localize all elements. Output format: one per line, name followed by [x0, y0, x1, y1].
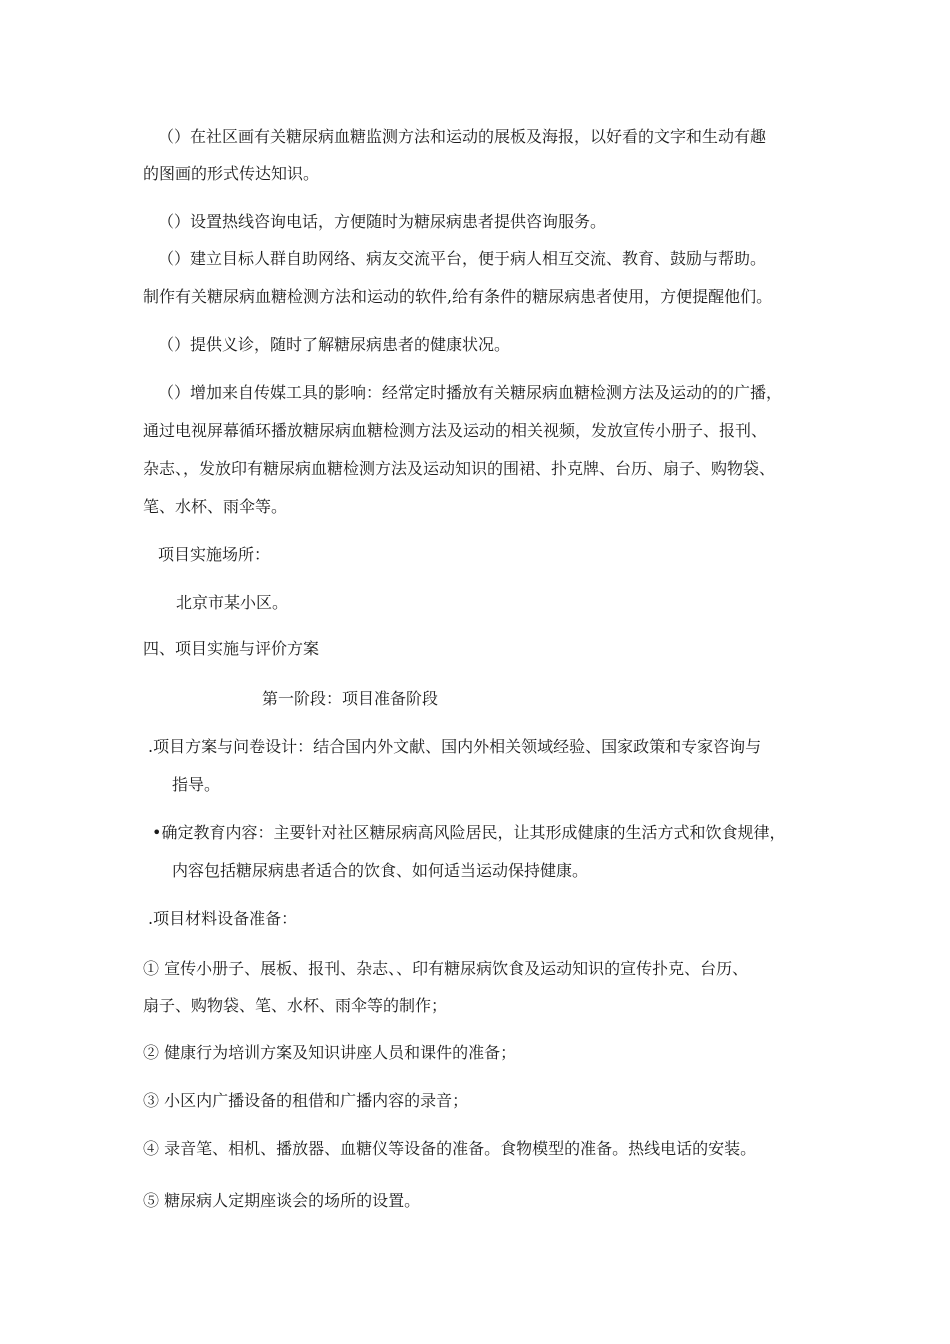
section-site-value: 北京市某小区。	[176, 593, 289, 612]
paragraph-media-line-2: 通过电视屏幕循环播放糖尿病血糖检测方法及运动的相关视频，发放宣传小册子、报刊、	[143, 421, 768, 440]
section-heading-four: 四、项目实施与评价方案	[143, 639, 320, 658]
paragraph-hotline: （）设置热线咨询电话，方便随时为糖尿病患者提供咨询服务。	[158, 212, 607, 231]
item-content-line-1: •确定教育内容：主要针对社区糖尿病高风险居民，让其形成健康的生活方式和饮食规律，	[152, 823, 786, 842]
paragraph-media-line-1: （）增加来自传媒工具的影响：经常定时播放有关糖尿病血糖检测方法及运动的的广播，	[158, 383, 783, 402]
item-content-line-2: 内容包括糖尿病患者适合的饮食、如何适当运动保持健康。	[172, 861, 589, 880]
paragraph-poster-line-1: （）在社区画有关糖尿病血糖监测方法和运动的展板及海报，以好看的文字和生动有趣	[158, 127, 767, 146]
stage-one-heading: 第一阶段：项目准备阶段	[262, 689, 439, 708]
list-item-2: ② 健康行为培训方案及知识讲座人员和课件的准备；	[143, 1043, 517, 1062]
section-site-heading: 项目实施场所：	[158, 545, 271, 564]
paragraph-software: 制作有关糖尿病血糖检测方法和运动的软件,给有条件的糖尿病患者使用，方便提醒他们。	[143, 287, 773, 306]
paragraph-media-line-3: 杂志、，发放印有糖尿病血糖检测方法及运动知识的围裙、扑克牌、台历、扇子、购物袋、	[143, 459, 776, 478]
list-item-1-line-2: 扇子、购物袋、笔、水杯、雨伞等的制作；	[143, 996, 448, 1015]
list-item-4: ④ 录音笔、相机、播放器、血糖仪等设备的准备。食物模型的准备。热线电话的安装。	[143, 1139, 757, 1158]
item-materials-heading: .项目材料设备准备：	[148, 909, 298, 928]
item-plan-design-line-1: .项目方案与问卷设计：结合国内外文献、国内外相关领域经验、国家政策和专家咨询与	[148, 737, 762, 756]
paragraph-media-line-4: 笔、水杯、雨伞等。	[143, 497, 288, 516]
item-plan-design-line-2: 指导。	[172, 775, 221, 794]
paragraph-poster-line-2: 的图画的形式传达知识。	[143, 164, 320, 183]
list-item-5: ⑤ 糖尿病人定期座谈会的场所的设置。	[143, 1191, 421, 1210]
paragraph-clinic: （）提供义诊，随时了解糖尿病患者的健康状况。	[158, 335, 511, 354]
paragraph-network: （）建立目标人群自助网络、病友交流平台，便于病人相互交流、教育、鼓励与帮助。	[158, 249, 767, 268]
list-item-1-line-1: ① 宣传小册子、展板、报刊、杂志、、印有糖尿病饮食及运动知识的宣传扑克、台历、	[143, 959, 749, 978]
list-item-3: ③ 小区内广播设备的租借和广播内容的录音；	[143, 1091, 469, 1110]
